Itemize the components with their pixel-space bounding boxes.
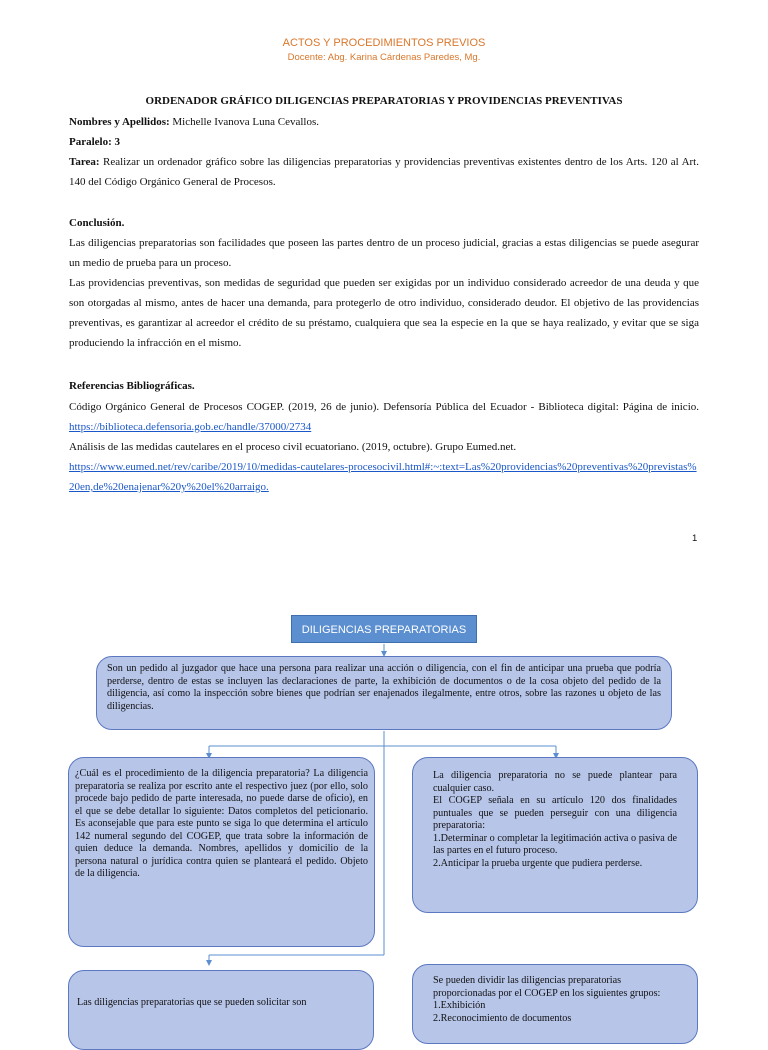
- student-name-line: [69, 112, 699, 132]
- paralelo-line: [69, 132, 699, 152]
- reference-1-text: Código Orgánico General de Procesos COGEP. (2019, 26 de junio). Defensoría Pública del Ecuador - Biblioteca digital: Página de inicio.: [69, 401, 699, 413]
- names-value: Michelle Ivanova Luna Cevallos.: [169, 116, 320, 128]
- conclusion-paragraph-1: Las diligencias preparatorias son facilidades que poseen las partes dentro de un proceso judicial, gracias a estas diligencias se puede asegurar un medio de prueba para un proceso.: [69, 237, 699, 269]
- conclusion-paragraph-2: Las providencias preventivas, son medidas de seguridad que pueden ser exigidas por un individuo considerado acreedor de una deuda y que son otorgadas al mismo, antes de hacer una demanda, para protegerlo de otro individuo, considerado deudor. El objetivo de las providencias preventivas, es garantizar al acreedor el crédito de su préstamo, cualquiera que sea la especie en la que se haya realizado, y evitar que se siga produciendo la infracción en el mismo.: [69, 277, 699, 349]
- purpose-line-3: 1.Determinar o completar la legitimación activa o pasiva de las partes en el futuro proceso.: [433, 832, 677, 856]
- groups-box: [412, 964, 698, 1044]
- names-label: Nombres y Apellidos:: [69, 116, 170, 128]
- groups-line-2: 2.Reconocimiento de documentos: [433, 1012, 572, 1024]
- purpose-line-1: La diligencia preparatoria no se puede plantear para cualquier caso.: [433, 770, 677, 794]
- references-heading: Referencias Bibliográficas.: [69, 380, 195, 392]
- reference-1-link[interactable]: https://biblioteca.defensoria.gob.ec/handle/37000/2734: [69, 421, 312, 433]
- reference-1: [69, 397, 699, 437]
- paralelo-label: Paralelo: 3: [69, 136, 121, 148]
- definition-box: Son un pedido al juzgador que hace una persona para realizar una acción o diligencia, con el fin de anticipar una prueba que podría perderse, dentro de estas se incluyen las declaraciones de parte, la exhibición de documentos o de la cosa objeto del pedido de la diligencia, así como la inspección sobre bienes que podrían ser enajenados ilegalmente, entre otros, sobre las razones u objeto de las diligencias.: [96, 656, 672, 730]
- purpose-box: [412, 757, 698, 913]
- task-value: Realizar un ordenador gráfico sobre las diligencias preparatorias y providencias preventivas existentes dentro de los Arts. 120 al Art. 140 del Código Orgánico General de Procesos.: [69, 156, 699, 188]
- teacher-name: Docente: Abg. Karina Cárdenas Paredes, Mg.: [287, 52, 481, 63]
- reference-2-link[interactable]: https://www.eumed.net/rev/caribe/2019/10/medidas-cautelares-procesocivil.html#:~:text=Las%20providencias%20preventivas%20previstas%20en,de%20enajenar%20y%20el%20arraigo.: [69, 461, 697, 493]
- document-title: ORDENADOR GRÁFICO DILIGENCIAS PREPARATORIAS Y PROVIDENCIAS PREVENTIVAS: [145, 95, 623, 107]
- purpose-line-2: El COGEP señala en su artículo 120 dos finalidades puntuales que se pueden perseguir con una diligencia preparatoria:: [433, 795, 677, 831]
- conclusion-heading: Conclusión.: [69, 217, 125, 229]
- reference-2-text: Análisis de las medidas cautelares en el proceso civil ecuatoriano. (2019, octubre). Grupo Eumed.net.: [69, 441, 517, 453]
- course-title: ACTOS Y PROCEDIMIENTOS PREVIOS: [282, 37, 486, 49]
- procedure-box: ¿Cuál es el procedimiento de la diligencia preparatoria? La diligencia preparatoria se realiza por escrito ante el respectivo juez (por ello, solo procede bajo pedido de parte interesada, no puede darse de oficio), en el que se debe detallar lo siguiente: Datos completos del peticionario. Es aconsejable que para este punto se siga lo que determina el artículo 142 numeral segundo del COGEP, que trata sobre la información de quien deduce la demanda. Nombres, apellidos y domicilio de la persona natural o jurídica contra quien se planteará el pedido. Objeto de la diligencia.: [68, 757, 375, 947]
- groups-line-1: Se pueden dividir las diligencias preparatorias proporcionadas por el COGEP en los siguientes grupos: 1.Exhibición: [433, 975, 661, 1011]
- reference-2: [69, 457, 699, 497]
- types-box: Las diligencias preparatorias que se pueden solicitar son: [68, 970, 374, 1050]
- task-label: Tarea:: [69, 156, 100, 168]
- diagram-title: DILIGENCIAS PREPARATORIAS: [291, 615, 477, 643]
- task-paragraph: [69, 152, 699, 192]
- page-number: 1: [692, 533, 698, 544]
- purpose-line-4: 2.Anticipar la prueba urgente que pudiera perderse.: [433, 857, 643, 869]
- document-page-2: [0, 560, 768, 1024]
